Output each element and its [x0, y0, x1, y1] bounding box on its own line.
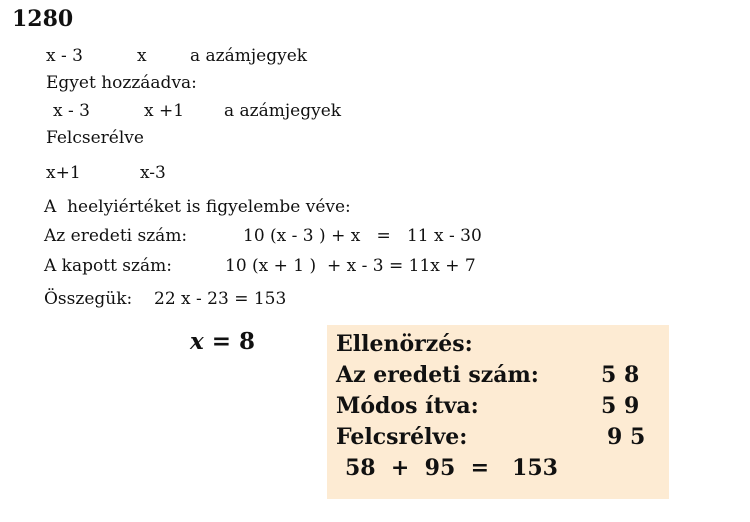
check-row-label: Módos ítva: [336, 393, 479, 419]
check-box [327, 325, 669, 499]
equation-label: Összegük: [44, 289, 133, 309]
problem-number: 1280 [12, 6, 74, 32]
step-label: Egyet hozzáadva: [46, 73, 197, 93]
equation-label: A kapott szám: [44, 256, 172, 276]
check-row-label: Felcsrélve: [336, 424, 468, 450]
digit-a: x - 3 [53, 101, 90, 121]
check-sum: 58 + 95 = 153 [345, 455, 558, 481]
digits-label: a azámjegyek [190, 46, 308, 66]
equation-label: Az eredeti szám: [44, 226, 188, 246]
solution-value: = 8 [203, 328, 256, 355]
digit-a: x - 3 [46, 46, 83, 66]
equation: 10 (x - 3 ) + x = 11 x - 30 [243, 226, 482, 246]
equation: 10 (x + 1 ) + x - 3 = 11x + 7 [225, 256, 476, 276]
check-row-value: 5 9 [601, 393, 640, 419]
solution [190, 328, 255, 355]
step-label: Felcserélve [46, 128, 144, 148]
digits-label: a azámjegyek [224, 101, 342, 121]
check-row-value: 5 8 [601, 362, 640, 388]
check-row-label: Az eredeti szám: [336, 362, 539, 388]
digit-b: x-3 [140, 163, 166, 183]
solution-variable: x [190, 328, 204, 355]
equation: 22 x - 23 = 153 [154, 289, 287, 309]
check-heading: Ellenörzés: [336, 331, 473, 357]
check-row-value: 9 5 [607, 424, 646, 450]
digit-a: x+1 [46, 163, 81, 183]
step-label: A heelyiértéket is figyelembe véve: [44, 197, 351, 217]
digit-b: x +1 [144, 101, 185, 121]
digit-b: x [137, 46, 147, 66]
